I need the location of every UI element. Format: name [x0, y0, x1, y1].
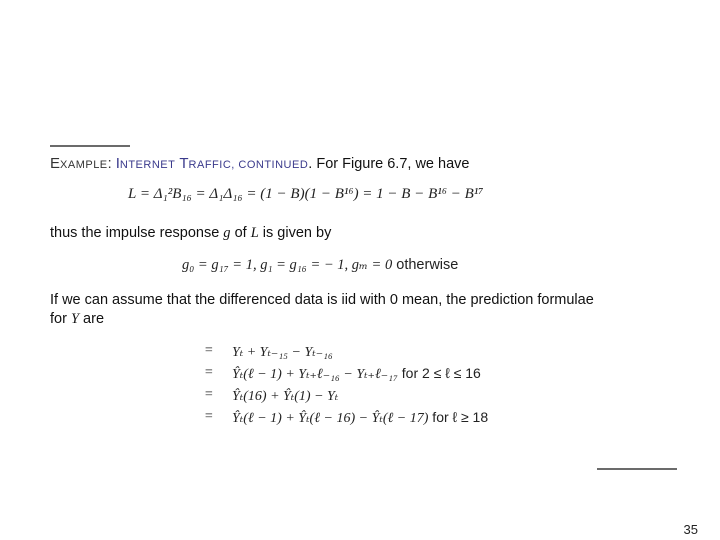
impulse-coefficients-equation: g₀ = g₁₇ = 1, g₁ = g₁₆ = − 1, gₘ = 0 otherwise: [182, 257, 459, 273]
example-label: EXAMPLE:: [50, 155, 112, 172]
bottom-rule: [597, 468, 677, 470]
impulse-response-text: thus the impulse response g of L is given by: [50, 225, 332, 241]
assumption-text-line2: for Y are: [50, 311, 105, 327]
top-rule: [50, 145, 130, 147]
operator-equation: L = Δ₁²B₁₆ = Δ₁Δ₁₆ = (1 − B)(1 − B¹⁶) = 1 − B − B¹⁶ − B¹⁷: [128, 186, 484, 202]
heading-tail: . For Figure 6.7, we have: [308, 156, 470, 172]
example-heading: [50, 155, 469, 172]
example-title: INTERNET TRAFFIC, CONTINUED: [115, 155, 309, 172]
page-number: 35: [683, 522, 698, 537]
assumption-text-line1: If we can assume that the differenced data is iid with 0 mean, the prediction formulae: [50, 292, 594, 308]
